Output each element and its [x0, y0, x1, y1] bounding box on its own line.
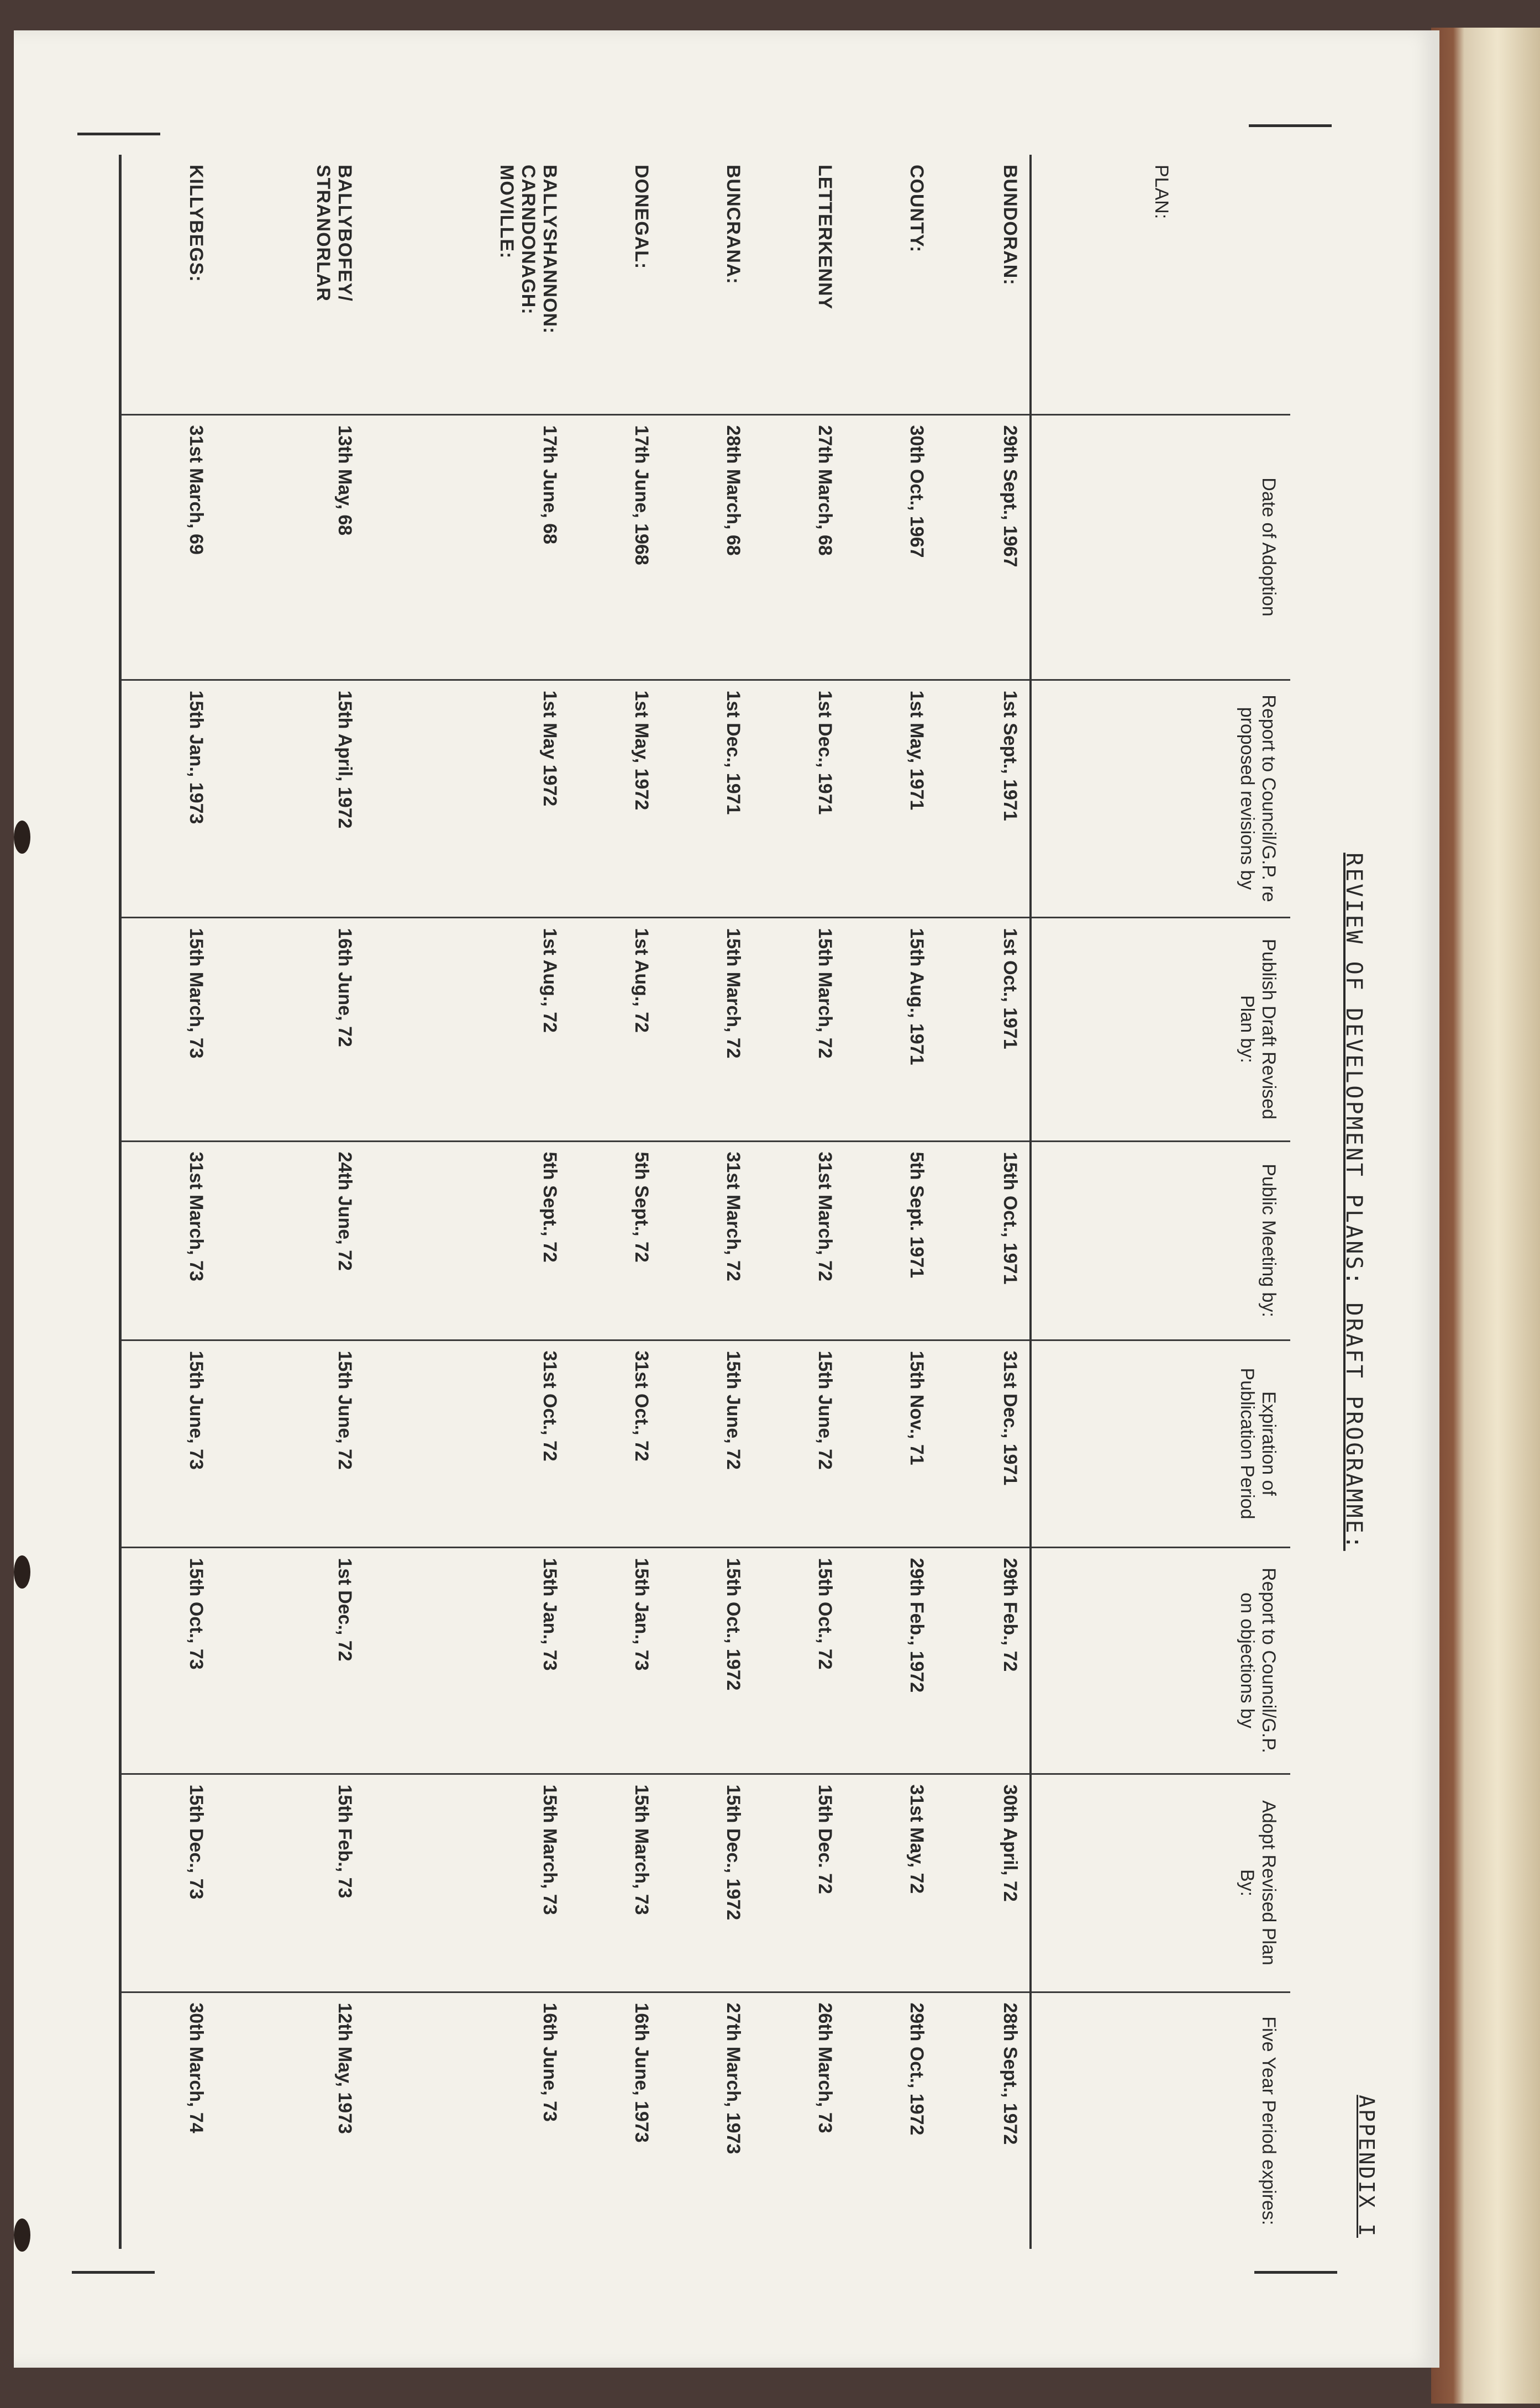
table-cell: 5th Sept. 1971: [844, 1141, 936, 1340]
plan-name: LETTERKENNY: [814, 165, 835, 310]
table-cell: 15th Nov., 71: [844, 1340, 936, 1547]
table-cell: 15th April, 1972: [216, 680, 364, 917]
table-cell: 30th Oct., 1967: [844, 414, 936, 680]
table-cell: 15th Feb., 73: [216, 1774, 364, 1992]
table-cell: 15th March, 72: [661, 917, 753, 1141]
appendix-label: APPENDIX I: [1354, 2095, 1379, 2238]
table-cell: 30th April, 72: [936, 1774, 1031, 1992]
plan-name: BUNDORAN:: [1000, 165, 1021, 286]
header-expiration: Expiration of Publication Period: [1031, 1340, 1290, 1547]
binding-hole: [14, 2218, 30, 2252]
table-cell: 13th May, 68: [216, 414, 364, 680]
plan-name: KILLYBEGS:: [120, 155, 216, 414]
plan-name: COUNTY:: [906, 165, 927, 253]
plan-name: BALLYBOFEY/ STRANORLAR: [312, 165, 355, 302]
binding-hole: [14, 821, 30, 854]
table-row: [364, 155, 570, 2249]
table-cell: 27th March, 1973: [661, 1992, 753, 2249]
table-cell: 15th Oct., 1971: [936, 1141, 1031, 1340]
table-cell: 26th March, 73: [753, 1992, 844, 2249]
table-cell: 15th June, 72: [216, 1340, 364, 1547]
table-cell: 1st Dec., 72: [216, 1547, 364, 1774]
table-cell: 15th June, 72: [753, 1340, 844, 1547]
document-page: [14, 30, 1439, 2368]
table-cell: 30th March, 74: [120, 1992, 216, 2249]
table-cell: 1st Dec., 1971: [753, 680, 844, 917]
table-row: [844, 155, 936, 2249]
table-cell: 31st March, 72: [753, 1141, 844, 1340]
table-cell: 15th June, 72: [661, 1340, 753, 1547]
table-header-row: [1031, 155, 1290, 2249]
table-cell: 15th March, 73: [569, 1774, 661, 1992]
plan-name: BALLYSHANNON: CARNDONAGH: MOVILLE:: [496, 165, 561, 334]
table-cell: 5th Sept., 72: [569, 1141, 661, 1340]
table-cell: 15th Dec., 1972: [661, 1774, 753, 1992]
book-page-edge: [1431, 28, 1540, 2404]
header-report-objections: Report to Council/G.P. on objections by: [1031, 1547, 1290, 1774]
table-cell: 17th June, 68: [364, 414, 570, 680]
table-cell: 15th March, 72: [753, 917, 844, 1141]
table-cell: 29th Feb., 1972: [844, 1547, 936, 1774]
table-cell: 1st Aug., 72: [364, 917, 570, 1141]
table-cell: 1st May, 1972: [569, 680, 661, 917]
table-cell: 16th June, 73: [364, 1992, 570, 2249]
crop-mark: [1254, 2271, 1337, 2274]
table-cell: 15th March, 73: [120, 917, 216, 1141]
table-cell: 29th Feb., 72: [936, 1547, 1031, 1774]
table-cell: 16th June, 1973: [569, 1992, 661, 2249]
table-cell: 15th Dec., 73: [120, 1774, 216, 1992]
programme-table: [119, 155, 1290, 2249]
table-cell: 31st March, 73: [120, 1141, 216, 1340]
table-cell: 17th June, 1968: [569, 414, 661, 680]
table-cell: 31st March, 72: [661, 1141, 753, 1340]
table-cell: 29th Oct., 1972: [844, 1992, 936, 2249]
table-cell: 1st May 1972: [364, 680, 570, 917]
table-cell: 15th Jan., 73: [569, 1547, 661, 1774]
table-cell: 1st May, 1971: [844, 680, 936, 917]
table-cell: 16th June, 72: [216, 917, 364, 1141]
crop-mark: [1249, 124, 1332, 127]
table-cell: 24th June, 72: [216, 1141, 364, 1340]
table-cell: 15th March, 73: [364, 1774, 570, 1992]
table-cell: 31st May, 72: [844, 1774, 936, 1992]
header-date-of-adoption: Date of Adoption: [1031, 414, 1290, 680]
table-cell: 31st Oct., 72: [569, 1340, 661, 1547]
table-row: [661, 155, 753, 2249]
header-report-revisions: Report to Council/G.P. re proposed revisions by: [1031, 680, 1290, 917]
table-cell: 1st Aug., 72: [569, 917, 661, 1141]
table-cell: 28th March, 68: [661, 414, 753, 680]
table-cell: 5th Sept., 72: [364, 1141, 570, 1340]
table-cell: 15th Oct., 1972: [661, 1547, 753, 1774]
header-five-year-expiry: Five Year Period expires:: [1031, 1992, 1290, 2249]
table-cell: 15th Dec. 72: [753, 1774, 844, 1992]
header-publish-draft: Publish Draft Revised Plan by:: [1031, 917, 1290, 1141]
table-cell: 15th June, 73: [120, 1340, 216, 1547]
table-cell: 12th May, 1973: [216, 1992, 364, 2249]
table-cell: 15th Jan., 73: [364, 1547, 570, 1774]
table-cell: 15th Oct., 72: [753, 1547, 844, 1774]
table-cell: 15th Oct., 73: [120, 1547, 216, 1774]
table-row: [216, 155, 364, 2249]
document-title: REVIEW OF DEVELOPMENT PLANS: DRAFT PROGRAMME:: [1341, 853, 1366, 1551]
rotated-landscape-content: [113, 155, 1379, 2249]
table-cell: 31st March, 69: [120, 414, 216, 680]
table-row: [936, 155, 1031, 2249]
table-row: [569, 155, 661, 2249]
binding-hole: [14, 1555, 30, 1589]
table-cell: 15th Jan., 1973: [120, 680, 216, 917]
table-cell: 31st Dec., 1971: [936, 1340, 1031, 1547]
crop-mark: [77, 133, 160, 135]
header-adopt-revised: Adopt Revised Plan By:: [1031, 1774, 1290, 1992]
table-cell: 28th Sept., 1972: [936, 1992, 1031, 2249]
table-cell: 31st Oct., 72: [364, 1340, 570, 1547]
header-public-meeting: Public Meeting by:: [1031, 1141, 1290, 1340]
table-cell: 1st Dec., 1971: [661, 680, 753, 917]
table-cell: 15th Aug., 1971: [844, 917, 936, 1141]
table-row: [120, 155, 216, 2249]
crop-mark: [72, 2271, 155, 2274]
table-cell: 29th Sept., 1967: [936, 414, 1031, 680]
plan-name: DONEGAL:: [631, 165, 653, 270]
header-plan: PLAN:: [1031, 155, 1290, 414]
plan-name: BUNCRANA:: [723, 165, 744, 285]
table-cell: 27th March, 68: [753, 414, 844, 680]
table-cell: 1st Sept., 1971: [936, 680, 1031, 917]
table-cell: 1st Oct., 1971: [936, 917, 1031, 1141]
table-row: [753, 155, 844, 2249]
